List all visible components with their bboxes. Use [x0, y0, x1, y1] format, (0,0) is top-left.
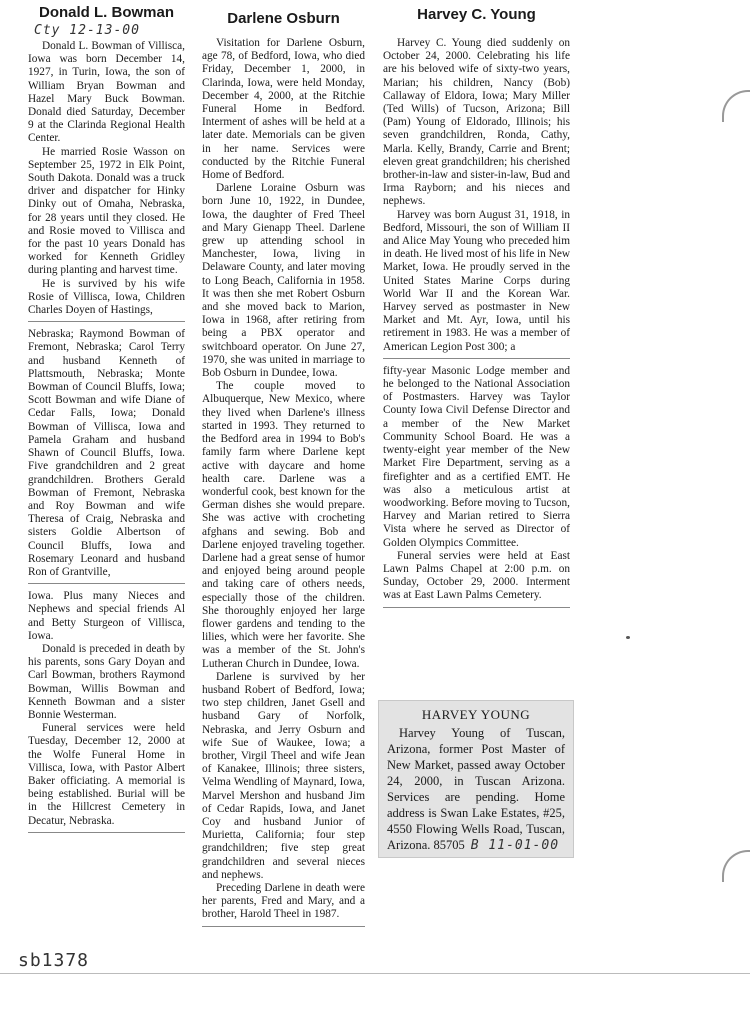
bowman-paragraph: Iowa. Plus many Nieces and Nephews and special friends Al and Betty Sturgeon of Villisca, Iowa. — [28, 590, 185, 642]
bowman-paragraph: Donald L. Bowman of Villisca, Iowa was born December 14, 1927, in Turin, Iowa, the son of William Bryan Bowman and Hazel Mary Buck Bowman. Donald died Saturday, December 9 at the Clarinda Regional Health Center. — [28, 40, 185, 145]
osburn-paragraph: Darlene is survived by her husband Robert of Bedford, Iowa; two step children, Janet Gsell and husband Gary of Norfolk, Nebraska, and Jerry Osburn and wife Sue of Waukee, Iowa; a brother, Virgil Theel and wife Jean of Kanakee, Illinois; three sisters, Velma Wendling of Maynard, Iowa, Marvel Mershon and husband Jim of Cedar Rapids, Iowa, and Janet Coy and husband Junior of Murietta, California; four step grandchildren; five step great grandchildren and several nieces and nephews. — [202, 670, 365, 881]
young-headline: Harvey C. Young — [417, 6, 536, 23]
bowman-headline: Donald L. Bowman — [39, 4, 174, 21]
bowman-date-note: Cty 12-13-00 — [34, 23, 140, 38]
young-paragraph: fifty-year Masonic Lodge member and he belonged to the National Association of Postmasters. Harvey was Taylor County Iowa Civil Defense Director and a member of the New Market Community School Board. He was a twenty-eight year member of the New Market Fire Department, serving as a firefighter and as a certified EMT. He was also a meticulous artist at woodworking. Before moving to Tucson, Harvey and Marian retired to Sierra Vista where he served as Director of Golden Olympics Committee. — [383, 364, 570, 549]
bowman-paragraph: He married Rosie Wasson on September 25, 1972 in Elk Point, South Dakota. Donald was a truck driver and dispatcher for Hinky Dinky out of Omaha, Nebraska, for 28 years until they closed. He and Rosie moved to Villisca and for the past 10 years Donald has worked for Kenneth Gridley during planting and harvest time. — [28, 145, 185, 277]
bowman-paragraph: He is survived by his wife Rosie of Villisca, Iowa, Children Charles Doyen of Hastings, — [28, 277, 185, 317]
speck-mark — [626, 636, 630, 639]
notice-text — [387, 725, 565, 854]
obituary-osburn — [202, 10, 365, 933]
young-clip-1 — [383, 37, 570, 359]
osburn-clip — [202, 37, 365, 927]
osburn-paragraph: Visitation for Darlene Osburn, age 78, of Bedford, Iowa, who died Friday, December 1, 2000, in Clarinda, Iowa, were held Monday, December 4, 2000, at the Ritchie Funeral Home in Bedford. Interment of ashes will be held at a later date. Memorials can be given in her name. Services were conducted by the Ritchie Funeral Home of Bedford. — [202, 37, 365, 182]
notice-date-note: B 11-01-00 — [470, 838, 560, 853]
young-paragraph: Harvey was born August 31, 1918, in Bedford, Missouri, the son of William II and Alice May Young who preceded him in death. He lived most of his life in New Market, Iowa. He proudly served in the United States Marine Corps during World War II and the Korean War. Harvey served as postmaster in New Market and Mt. Ayr, Iowa, until his retirement in 1983. He was a member of American Legion Post 300; a — [383, 208, 570, 353]
young-paragraph: Harvey C. Young died suddenly on October 24, 2000. Celebrating his life are his beloved wife of sixty-two years, Marian; his children, Nancy (Bob) Callaway of Eldora, Iowa; Mary Miller (Ted Wills) of Tucson, Arizona; Bill (Pam) Young of Eldorado, Illinois; his seven grandchildren, Ronda, Cathy, Marla. Kelly, Brandy, Carrie and Brent; eleven great grandchildren; his cherished brother-in-law and sister-in-law, Bud and Irma Rayborn; and his nieces and nephews. — [383, 37, 570, 208]
osburn-paragraph: Darlene Loraine Osburn was born June 10, 1922, in Dundee, Iowa, the daughter of Fred Theel and Mary Gienapp Theel. Darlene grew up attending school in Manchester, Iowa, living in Delaware County, and later moving to Long Beach, California in 1958. It was then she met Robert Osburn and she moved back to Marion, Iowa in 1968, after retiring from being a PBX operator and switchboard operator. On June 27, 1970, she was united in marriage to Bob Osburn in Dundee, Iowa. — [202, 182, 365, 380]
young-death-notice — [378, 700, 574, 858]
page-edge-mark — [722, 850, 750, 882]
osburn-paragraph: The couple moved to Albuquerque, New Mexico, where they lived when Darlene's illness started in 1993. They returned to the Bedford area in 1994 to Bob's family farm where Darlene kept active with daycare and home health care. Darlene was a wonderful cook, best known for the German dishes she would prepare. She was active with crocheting afghans and sewing. Bob and Darlene enjoyed traveling together. Darlene had a great sense of humor and enjoyed being around people and taking care of others needs, especially those of the children. She thoroughly enjoyed her large flower gardens and tending to the lilies, which were her favorite. She was a member of the St. John's Lutheran Church in Dundee, Iowa. — [202, 380, 365, 670]
page-edge-mark — [722, 90, 750, 122]
bowman-clip-1 — [28, 40, 185, 322]
notice-body: Harvey Young of Tuscan, Arizona, former Post Master of New Market, passed away October 24, 2000, in Tuscan Arizona. Services are pending. Home address is Swan Lake Estates, #25, 4550 Flowing Wells Road, Tuscan, Arizona. 85705 — [387, 726, 565, 852]
osburn-headline: Darlene Osburn — [227, 10, 340, 27]
bowman-clip-2 — [28, 328, 185, 584]
young-clip-2 — [383, 365, 570, 608]
catalog-number: sb1378 — [18, 950, 90, 971]
bowman-paragraph: Donald is preceded in death by his parents, sons Gary Doyan and Carl Bowman, brothers Raymond Bowman, Willis Bowman and Kenneth Bowman and a sister Bonnie Westerman. — [28, 642, 185, 721]
notice-title: HARVEY YOUNG — [421, 707, 531, 722]
bowman-clip-3 — [28, 590, 185, 833]
bowman-paragraph: Nebraska; Raymond Bowman of Fremont, Nebraska; Carol Terry and husband Kenneth of Plattsmouth, Nebraska; Monte Bowman of Council Bluffs, Iowa; Scott Bowman and wife Diane of Cedar Falls, Iowa; Donald Bowman of Villisca, Iowa and Pamela Graham and husband Shawn of Council Bluffs, Iowa. Five grandchildren and 2 great grandchildren. Brothers Gerald Bowman of Fremont, Nebraska and Roy Bowman and wife Theresa of Craig, Nebraska and sisters Goldie Albertson of Council Bluffs, Iowa and Rosemary Leonard and husband Ron of Grantville, — [28, 328, 185, 578]
obituary-young — [383, 6, 570, 614]
young-paragraph: Funeral servies were held at East Lawn Palms Chapel at 2:00 p.m. on Sunday, October 29, 2000. Interment was at East Lawn Palms Cemetery. — [383, 549, 570, 602]
page-bottom-line — [0, 973, 750, 974]
osburn-paragraph: Preceding Darlene in death were her parents, Fred and Mary, and a brother, Harold Theel in 1987. — [202, 882, 365, 921]
obituary-bowman — [28, 4, 185, 839]
bowman-paragraph: Funeral services were held Tuesday, December 12, 2000 at the Wolfe Funeral Home in Villisca, Iowa, with Pastor Albert Baker officiating. A memorial is being established. Burial will be in the Hillcrest Cemetery in Decatur, Nebraska. — [28, 722, 185, 827]
